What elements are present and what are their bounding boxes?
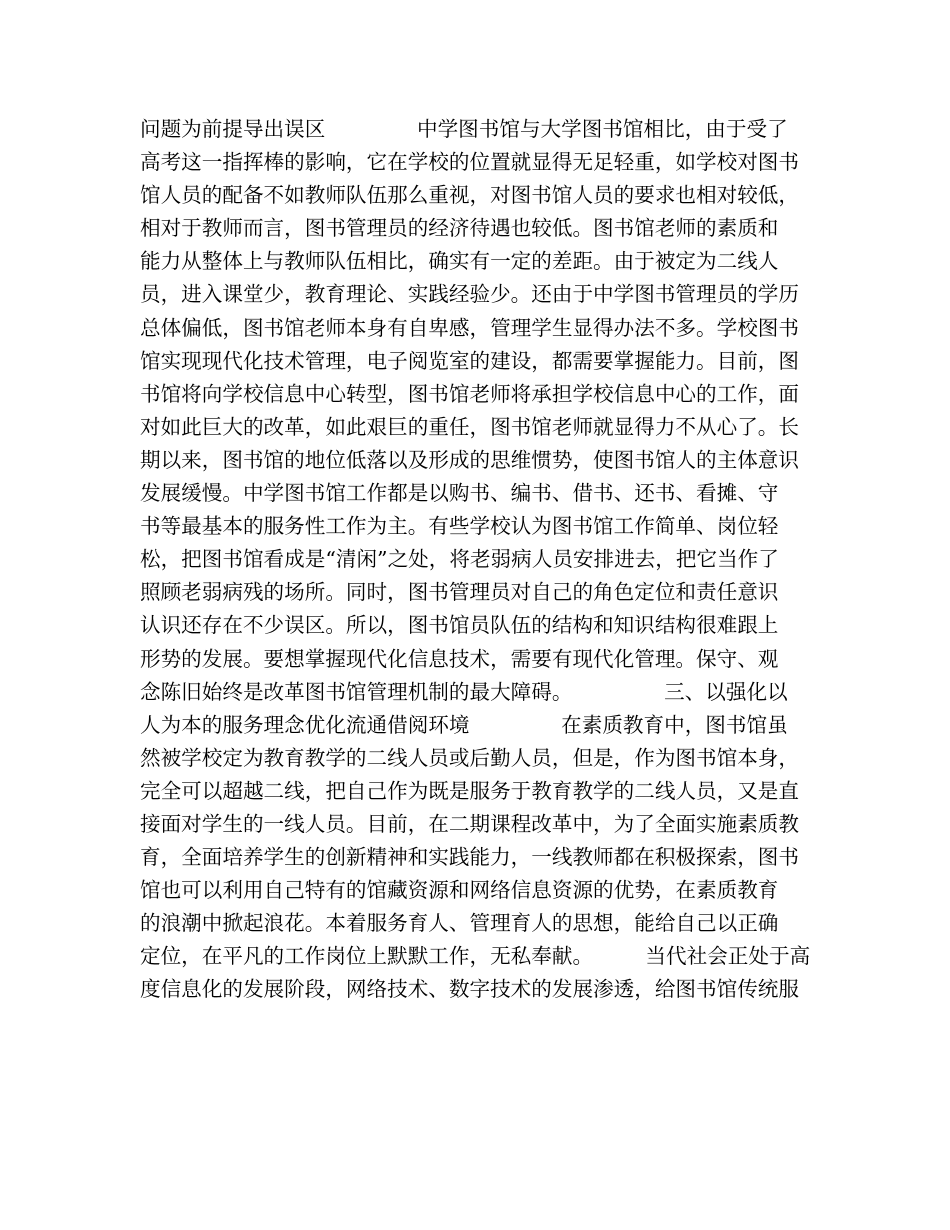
text-line: 发展缓慢。中学图书馆工作都是以购书、编书、借书、还书、看摊、守 (140, 481, 779, 506)
text-line: 相对于教师而言，图书管理员的经济待遇也较低。图书馆老师的素质和 (140, 216, 779, 241)
text-line: 育，全面培养学生的创新精神和实践能力，一线教师都在积极探索，图书 (140, 845, 799, 870)
text-line: 书等最基本的服务性工作为主。有些学校认为图书馆工作简单、岗位轻 (140, 514, 779, 539)
body-text (140, 113, 830, 1007)
text-line: 馆也可以利用自己特有的馆藏资源和网络信息资源的优势，在素质教育 (140, 878, 779, 903)
text-line: 人为本的服务理念优化流通借阅环境 在素质教育中，图书馆虽 (140, 712, 788, 737)
text-line: 松，把图书馆看成是“清闲”之处，将老弱病人员安排进去，把它当作了 (140, 547, 779, 572)
text-line: 对如此巨大的改革，如此艰巨的重任，图书馆老师就显得力不从心了。长 (140, 414, 799, 439)
text-line: 然被学校定为教育教学的二线人员或后勤人员，但是，作为图书馆本身， (140, 745, 799, 770)
text-line: 的浪潮中掀起浪花。本着服务育人、管理育人的思想，能给自己以正确 (140, 911, 779, 936)
text-line: 能力从整体上与教师队伍相比，确实有一定的差距。由于被定为二线人 (140, 249, 779, 274)
text-line: 度信息化的发展阶段，网络技术、数字技术的发展渗透，给图书馆传统服 (140, 977, 799, 1002)
text-line: 员，进入课堂少，教育理论、实践经验少。还由于中学图书管理员的学历 (140, 282, 799, 307)
text-line: 馆人员的配备不如教师队伍那么重视，对图书馆人员的要求也相对较低， (140, 183, 799, 208)
text-line: 定位，在平凡的工作岗位上默默工作，无私奉献。 当代社会正处于高 (140, 944, 811, 969)
text-line: 高考这一指挥棒的影响，它在学校的位置就显得无足轻重，如学校对图书 (140, 150, 799, 175)
text-line: 念陈旧始终是改革图书馆管理机制的最大障碍。 三、以强化以 (140, 679, 788, 704)
text-line: 书馆将向学校信息中心转型，图书馆老师将承担学校信息中心的工作，面 (140, 381, 799, 406)
text-line: 期以来，图书馆的地位低落以及形成的思维惯势，使图书馆人的主体意识 (140, 447, 799, 472)
text-line: 总体偏低，图书馆老师本身有自卑感，管理学生显得办法不多。学校图书 (140, 315, 799, 340)
text-line: 形势的发展。要想掌握现代化信息技术，需要有现代化管理。保守、观 (140, 646, 779, 671)
text-line: 完全可以超越二线，把自己作为既是服务于教育教学的二线人员，又是直 (140, 778, 799, 803)
text-line: 馆实现现代化技术管理，电子阅览室的建设，都需要掌握能力。目前，图 (140, 348, 799, 373)
text-line: 认识还存在不少误区。所以，图书馆员队伍的结构和知识结构很难跟上 (140, 613, 779, 638)
text-line: 照顾老弱病残的场所。同时，图书管理员对自己的角色定位和责任意识 (140, 580, 779, 605)
text-line: 问题为前提导出误区 中学图书馆与大学图书馆相比，由于受了 (140, 117, 788, 141)
text-line: 接面对学生的一线人员。目前，在二期课程改革中，为了全面实施素质教 (140, 811, 799, 836)
